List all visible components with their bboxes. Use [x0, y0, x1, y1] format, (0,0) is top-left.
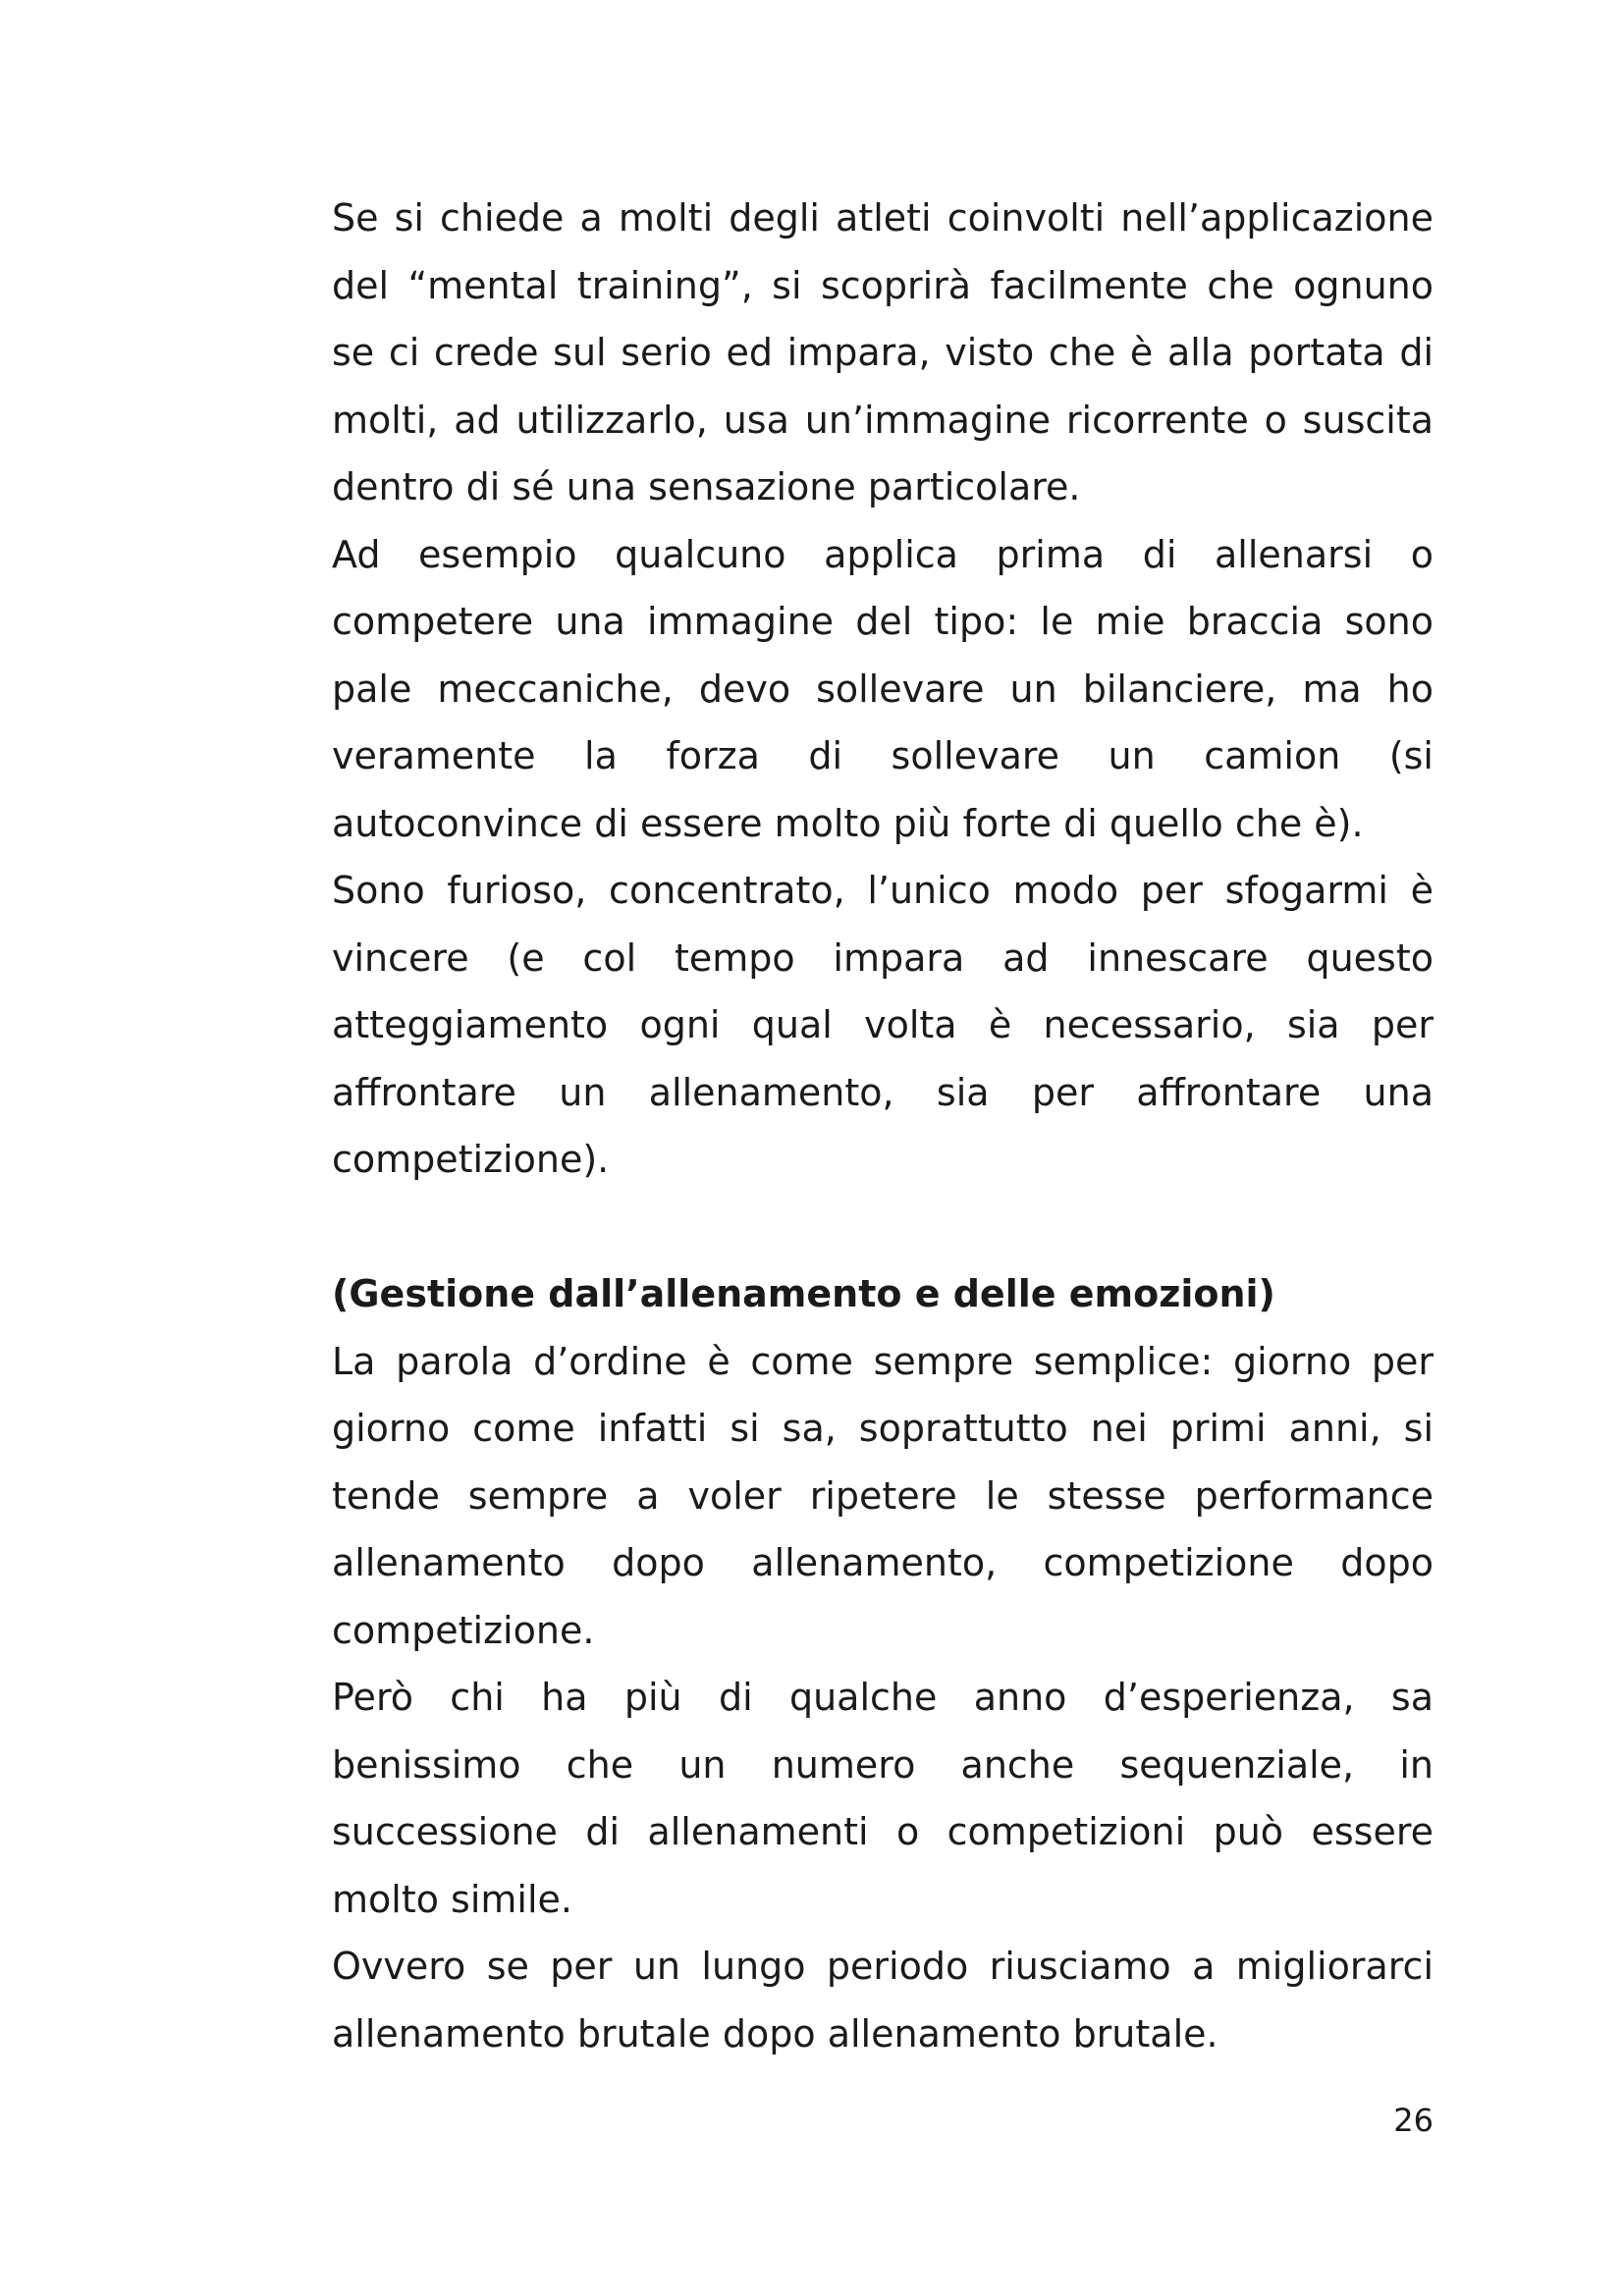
paragraph-example-image: Ad esempio qualcuno applica prima di allenarsi o competere una immagine del tipo: le mie braccia sono pale meccaniche, devo sollevare un bilanciere, ma ho veramente la forza di sollevare un camion (si autoconvince di essere molto più forte di quello che è).: [332, 532, 1434, 845]
paragraph-mental-training: Se si chiede a molti degli atleti coinvolti nell’applicazione del “mental training”, si scoprirà facilmente che ognuno se ci crede sul serio ed impara, visto che è alla portata di molti, ad utilizzarlo, usa un’immagine ricorrente o suscita dentro di sé una sensazione particolare.: [332, 196, 1434, 508]
paragraph-watchword: La parola d’ordine è come sempre semplice: giorno per giorno come infatti si sa, soprattutto nei primi anni, si tende sempre a voler ripetere le stesse performance allenamento dopo allenamento, competizione dopo competizione.: [332, 1339, 1434, 1652]
paragraph-improvement: Ovvero se per un lungo periodo riusciamo a migliorarci allenamento brutale dopo allenamento brutale.: [332, 1945, 1434, 2056]
paragraph-furious: Sono furioso, concentrato, l’unico modo per sfogarmi è vincere (e col tempo impara ad innescare questo atteggiamento ogni qual volta è necessario, sia per affrontare un allenamento, sia per affrontare una competizione).: [332, 869, 1434, 1181]
section-heading: (Gestione dall’allenamento e delle emozioni): [332, 1272, 1275, 1315]
page-body: [332, 185, 1434, 2067]
page-number: 26: [1393, 2102, 1434, 2139]
paragraph-gap: [332, 1194, 1434, 1261]
paragraph-experience: Però chi ha più di qualche anno d’esperienza, sa benissimo che un numero anche sequenziale, in successione di allenamenti o competizioni può essere molto simile.: [332, 1676, 1434, 1921]
